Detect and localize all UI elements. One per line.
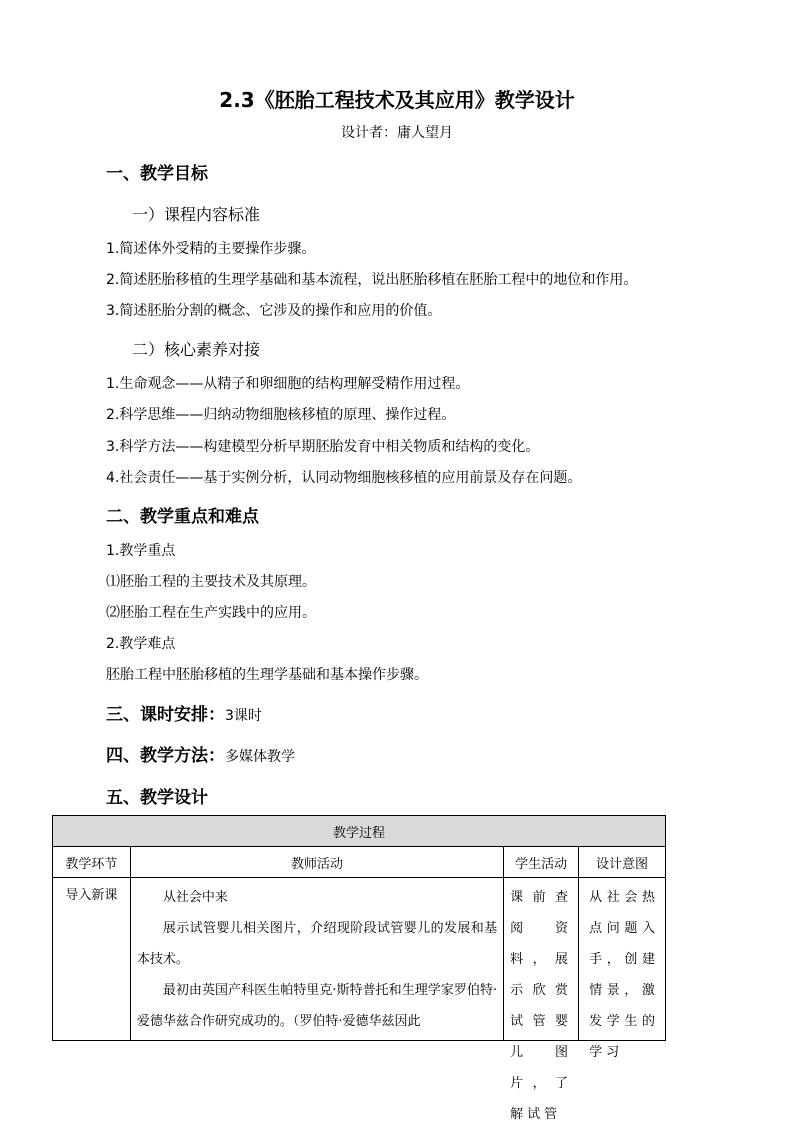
column-header-intent: 设计意图 (579, 847, 666, 878)
subheading-course-standards: 一）课程内容标准 (132, 205, 261, 224)
teaching-process-table (52, 815, 666, 1122)
literacy-item-2: 2.科学思维——归纳动物细胞核移植的原理、操作过程。 (106, 407, 456, 423)
section-heading-design: 五、教学设计 (106, 788, 208, 808)
teacher-paragraph: 从社会中来 (162, 890, 228, 905)
schedule-value: 3课时 (225, 708, 262, 724)
key-point-label: 1.教学重点 (106, 543, 176, 559)
standard-item-1: 1.简述体外受精的主要操作步骤。 (106, 241, 316, 257)
column-header-stage: 教学环节 (53, 847, 131, 878)
standard-item-3: 3.简述胚胎分割的概念、它涉及的操作和应用的价值。 (106, 303, 442, 319)
teacher-paragraph: 展示试管婴儿相关图片，介绍现阶段试管婴儿的发展和基本技术。 (136, 921, 498, 967)
designer-line: 设计者：庸人望月 (341, 125, 453, 141)
section-heading-schedule (106, 700, 262, 725)
stage-cell: 导入新课 (53, 878, 131, 1041)
table-caption: 教学过程 (53, 816, 666, 847)
schedule-label: 三、课时安排： (106, 705, 225, 725)
difficulty-item: 胚胎工程中胚胎移植的生理学基础和基本操作步骤。 (106, 667, 428, 683)
section-heading-method (106, 741, 295, 766)
document-title: 2.3《胚胎工程技术及其应用》教学设计 (219, 88, 575, 112)
design-intent-text: 从社会热点问题入手，创建情景，激发学生的学习 (589, 890, 659, 1060)
column-header-student: 学生活动 (504, 847, 579, 878)
difficulty-label: 2.教学难点 (106, 636, 176, 652)
section-heading-key-points: 二、教学重点和难点 (106, 507, 259, 527)
literacy-item-4: 4.社会责任——基于实例分析，认同动物细胞核移植的应用前景及存在问题。 (106, 470, 582, 486)
student-activity-cell (504, 878, 579, 1122)
subheading-core-literacy: 二）核心素养对接 (132, 340, 261, 359)
table-row (53, 878, 666, 1041)
key-point-item-2: ⑵胚胎工程在生产实践中的应用。 (106, 605, 316, 621)
student-activity-text: 课前查阅资料，展示欣赏试管婴儿图片，了解试管 (510, 890, 573, 1122)
teacher-activity-cell (130, 878, 503, 1041)
teacher-paragraph: 最初由英国产科医生帕特里克·斯特普托和生理学家罗伯特·爱德华兹合作研究成功的。（罗伯特·爱德华兹因此 (136, 983, 498, 1029)
method-label: 四、教学方法： (106, 746, 225, 766)
section-heading-objectives: 一、教学目标 (106, 164, 208, 184)
column-header-teacher: 教师活动 (130, 847, 503, 878)
design-intent-cell (579, 878, 666, 1060)
method-value: 多媒体教学 (225, 749, 295, 765)
literacy-item-1: 1.生命观念——从精子和卵细胞的结构理解受精作用过程。 (106, 376, 470, 392)
literacy-item-3: 3.科学方法——构建模型分析早期胚胎发育中相关物质和结构的变化。 (106, 439, 540, 455)
key-point-item-1: ⑴胚胎工程的主要技术及其原理。 (106, 574, 316, 590)
standard-item-2: 2.简述胚胎移植的生理学基础和基本流程，说出胚胎移植在胚胎工程中的地位和作用。 (106, 272, 638, 288)
